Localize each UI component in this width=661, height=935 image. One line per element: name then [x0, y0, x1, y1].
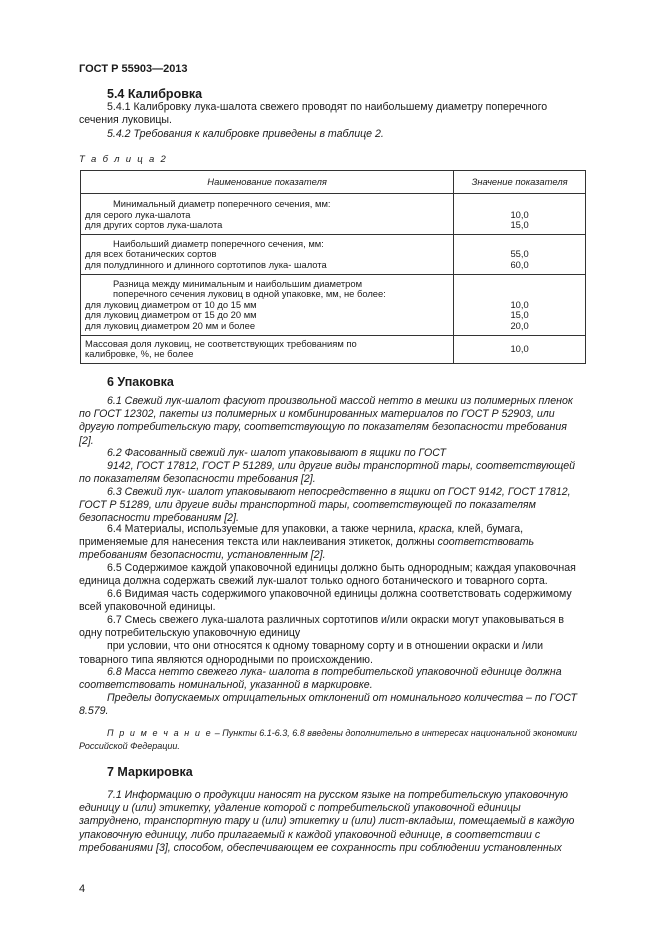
para-line: при условии, что они относятся к одному товарному сорту и в отношении окраски и /или [107, 640, 544, 653]
para-line: 6.7 Смесь свежего лука-шалота различных сортотипов и/или окраски могут упаковываться в [107, 614, 565, 626]
para-line: по ГОСТ 12302, пакеты из полимерных и комбинированных материалов по ГОСТ Р 52903, или [79, 408, 555, 421]
cell-line: для луковиц диаметром от 15 до 20 мм [85, 309, 257, 321]
note-label: П р и м е ч а н и е [107, 728, 213, 738]
table-caption: Т а б л и ц а 2 [79, 154, 168, 165]
table-cell [81, 335, 454, 363]
para-6-3 [79, 486, 585, 526]
table-cell [81, 274, 454, 335]
para-6-1 [79, 395, 585, 448]
cell-line: калибровке, %, не более [85, 348, 194, 360]
para-line: единицу и (или) этикетку, удаление которой с потребительской упаковочной единицы [79, 802, 521, 815]
table-header-row [81, 171, 586, 194]
table-header-cell: Значение показателя [454, 171, 586, 194]
para-line: требованиями [3], способом, обеспечивающем ее сохранность при соблюдении установленных [79, 841, 562, 854]
cell-value: 15,0 [510, 309, 529, 321]
para-line [79, 523, 585, 536]
para-line: по показателям безопасности требования [2]. [79, 473, 316, 486]
text-run: применяемые для нанесения текста или наклеивания этикеток, должны [79, 536, 435, 549]
cell-line: для серого лука-шалота [85, 208, 191, 220]
cell-line: для полудлинного и длинного сортотипов лука- шалота [85, 258, 327, 270]
cell-value: 10,0 [510, 298, 529, 310]
para-line: 6.5 Содержимое каждой упаковочной единицы должно быть однородным; каждая упаковочная [107, 562, 576, 574]
cell-value: 10,0 [510, 208, 529, 220]
cell-line: для луковиц диаметром от 10 до 15 мм [85, 298, 257, 310]
para-line: всей упаковочной единицы. [79, 601, 216, 614]
table-row [81, 194, 586, 235]
table-cell [81, 194, 454, 235]
para-6-6 [79, 588, 585, 614]
para-line: одну потребительскую упаковочную единицу [79, 627, 301, 640]
cell-line: Массовая доля луковиц, не соответствующих требованиям по [85, 337, 357, 349]
para-6-4 [79, 523, 585, 563]
section-6-title: 6 Упаковка [107, 375, 174, 389]
calibration-table [80, 170, 586, 364]
page-number: 4 [79, 883, 86, 895]
cell-line: для других сортов лука-шалота [85, 219, 223, 231]
para-line: Пределы допускаемых отрицательных отклонений от номинального количества – по ГОСТ [107, 692, 577, 704]
para-line: упаковочную единицу, либо прилагаемый к каждой упаковочной единице, в соответствии с [79, 828, 541, 841]
para-line: 5.4.1 Калибровку лука-шалота свежего проводят по наибольшему диаметру поперечного [107, 101, 548, 113]
cell-line: Наибольший диаметр поперечного сечения, мм: [113, 237, 324, 249]
text-run: 6.4 Материалы, используемые для упаковки, а также чернила, [107, 523, 416, 535]
para-line: 6.1 Свежий лук-шалот фасуют произвольной массой нетто в мешки из полимерных пленок [107, 395, 573, 407]
table-cell [81, 234, 454, 274]
text-run: соответствовать [437, 536, 535, 549]
para-6-8-limits [79, 692, 585, 718]
cell-value: 60,0 [510, 258, 529, 270]
section-7-title: 7 Маркировка [107, 765, 193, 779]
para-line: 6.8 Масса нетто свежего лука- шалота в потребительской упаковочной единице должна [107, 666, 562, 678]
cell-line: Минимальный диаметр поперечного сечения, мм: [113, 198, 331, 209]
para-line: товарного типа являются однородными по происхождению. [79, 653, 373, 666]
note-line: Российской Федерации. [79, 741, 180, 751]
table-cell: 10,0 [454, 335, 586, 363]
para-line: затруднено, транспортную тару и (или) этикетку и (или) лист-вкладыш, помещаемый в каждую [79, 815, 575, 828]
para-line: 6.6 Видимая часть содержимого упаковочной единицы должна соответствовать содержимому [107, 588, 572, 600]
para-line: 7.1 Информацию о продукции наносят на русском языке на потребительскую упаковочную [107, 789, 568, 801]
para-line: другую потребительскую тару, соответствующую по показателям безопасности требования [79, 421, 567, 434]
table-cell [454, 274, 586, 335]
cell-value: 55,0 [510, 248, 529, 260]
para-5-4-2: 5.4.2 Требования к калибровке приведены в таблице 2. [107, 128, 384, 140]
cell-value: 20,0 [510, 319, 529, 331]
para-6-8 [79, 666, 585, 692]
para-line: безопасности требованиям [2]. [79, 512, 239, 525]
note-line [79, 727, 585, 740]
para-5-4-1 [79, 101, 585, 127]
para-line: единица должна содержать свежий лук-шалот только одного ботанического и товарного сорта. [79, 575, 548, 588]
cell-line: для луковиц диаметром 20 мм и более [85, 319, 256, 331]
table-row [81, 335, 586, 363]
text-run: клей, бумага, [457, 523, 524, 535]
para-line: [2]. [79, 434, 94, 447]
cell-line: Разница между минимальным и наибольшим диаметром [113, 277, 363, 289]
table-cell [454, 194, 586, 235]
para-line: 8.579. [79, 705, 109, 718]
table-header-cell: Наименование показателя [81, 171, 454, 194]
table-row [81, 234, 586, 274]
section-5-4-title: 5.4 Калибровка [107, 87, 203, 101]
table-cell [454, 234, 586, 274]
para-line [79, 536, 585, 549]
para-6-2 [79, 447, 585, 487]
note-text: – Пункты 6.1-6.3, 6.8 введены дополнительно в интересах национальной экономики [214, 728, 578, 738]
document-header: ГОСТ Р 55903—2013 [79, 63, 188, 75]
note [79, 727, 585, 753]
para-7-1 [79, 789, 585, 855]
cell-line: для всех ботанических сортов [85, 248, 217, 260]
para-6-5 [79, 562, 585, 588]
para-line: требованиям безопасности, установленным [2]. [79, 549, 326, 562]
cell-line: поперечного сечения луковиц в одной упаковке, мм, не более: [113, 288, 386, 300]
para-line: 9142, ГОСТ 17812, ГОСТ Р 51289, или другие виды транспортной тары, соответствующей [107, 460, 576, 473]
para-6-7 [79, 614, 585, 667]
text-run: краска, [418, 523, 455, 535]
para-line: ГОСТ Р 51289, или другие виды транспортной тары, соответствующей по показателям [79, 499, 536, 512]
cell-value: 15,0 [510, 219, 529, 231]
para-line: 6.2 Фасованный свежий лук- шалот упаковывают в ящики по ГОСТ [107, 447, 446, 459]
para-line: сечения луковицы. [79, 114, 172, 127]
para-line: 6.3 Свежий лук- шалот упаковывают непосредственно в ящики оп ГОСТ 9142, ГОСТ 17812, [107, 486, 571, 498]
para-line: соответствовать номинальной, указанной в маркировке. [79, 679, 373, 692]
table-row [81, 274, 586, 335]
